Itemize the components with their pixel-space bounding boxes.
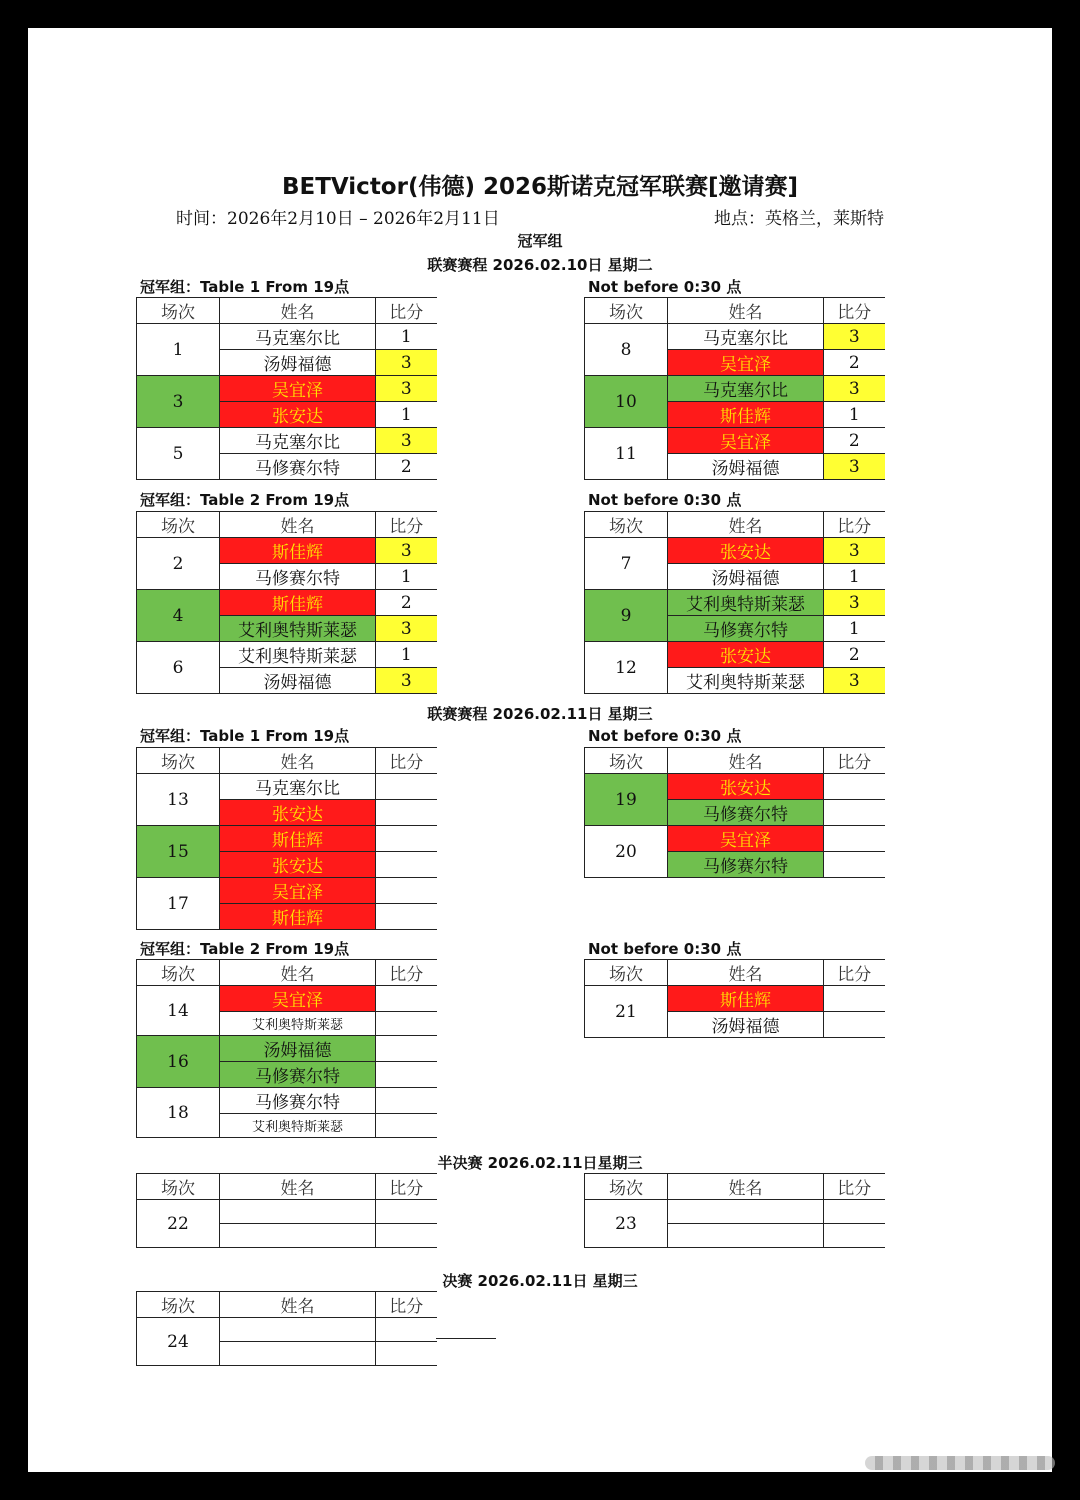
event-time: 时间：2026年2月10日 – 2026年2月11日 [176,209,500,229]
day2-table1-late-matches [584,747,885,878]
player-score: 2 [824,428,885,454]
day1-table2-late-label: Not before 0:30 点 [588,491,742,509]
day1-table1-matches [136,297,437,480]
player-score: 3 [824,324,885,350]
match-number: 12 [585,642,668,694]
day2-table1-late-label: Not before 0:30 点 [588,727,742,745]
match-number: 5 [137,428,220,480]
player-score: 2 [376,590,437,616]
event-location: 地点：英格兰，莱斯特 [714,209,884,229]
final-heading: 决赛 2026.02.11日 星期三 [442,1272,638,1290]
header-name: 姓名 [668,960,824,986]
document-title: BETVictor(伟德) 2026斯诺克冠军联赛[邀请赛] [281,174,799,200]
player-name: 吴宜泽 [668,826,824,852]
player-name: 汤姆福德 [668,1012,824,1038]
player-score [824,774,885,800]
player-name: 吴宜泽 [220,986,376,1012]
table-row [137,428,437,454]
player-score [824,800,885,826]
table-row [585,538,885,564]
player-score: 1 [376,564,437,590]
player-score: 1 [824,616,885,642]
player-score: 3 [824,668,885,694]
player-score [376,986,437,1012]
day1-table2-matches [136,511,437,694]
table-header-row [585,748,885,774]
player-score: 3 [824,590,885,616]
player-name: 马克塞尔比 [668,324,824,350]
semifinal-heading: 半决赛 2026.02.11日星期三 [437,1154,643,1172]
header-match: 场次 [137,748,220,774]
player-score: 3 [376,428,437,454]
table-row [585,642,885,668]
player-name: 马修赛尔特 [220,564,376,590]
header-name: 姓名 [668,512,824,538]
table-row [137,1036,437,1062]
table-header-row [137,298,437,324]
header-name: 姓名 [668,1174,824,1200]
player-name: 斯佳辉 [220,904,376,930]
header-name: 姓名 [220,1174,376,1200]
player-name: 艾利奥特斯莱瑟 [668,668,824,694]
table-row [585,1200,885,1224]
player-name: 马克塞尔比 [220,324,376,350]
match-number: 19 [585,774,668,826]
group-heading: 冠军组 [517,232,563,250]
player-name: 吴宜泽 [668,350,824,376]
day2-table2-late-label: Not before 0:30 点 [588,940,742,958]
header-match: 场次 [137,960,220,986]
table-row [137,1200,437,1224]
day2-table2-late-matches [584,959,885,1038]
match-number: 17 [137,878,220,930]
player-score: 2 [824,642,885,668]
player-score [376,774,437,800]
header-name: 姓名 [668,298,824,324]
header-name: 姓名 [220,1292,376,1318]
player-name: 张安达 [220,800,376,826]
table-row [585,324,885,350]
semifinal-left [136,1173,437,1248]
player-score: 3 [376,616,437,642]
header-match: 场次 [137,512,220,538]
day2-table1-matches [136,747,437,930]
player-name: 艾利奥特斯莱瑟 [220,1012,376,1036]
match-number: 13 [137,774,220,826]
player-name: 张安达 [668,642,824,668]
player-score [376,1088,437,1114]
player-name: 马克塞尔比 [220,428,376,454]
table-row [585,376,885,402]
player-name: 汤姆福德 [220,1036,376,1062]
player-name [220,1318,376,1342]
table-header-row [137,1174,437,1200]
table-row [137,590,437,616]
player-score [824,852,885,878]
header-score: 比分 [376,512,437,538]
header-name: 姓名 [220,512,376,538]
header-match: 场次 [137,1292,220,1318]
player-score [376,904,437,930]
match-number: 18 [137,1088,220,1138]
table-header-row [585,960,885,986]
table-row [137,324,437,350]
match-number: 20 [585,826,668,878]
table-header-row [585,512,885,538]
table-header-row [585,1174,885,1200]
match-number: 11 [585,428,668,480]
player-score: 2 [376,454,437,480]
semifinal-right [584,1173,885,1248]
player-score: 2 [824,350,885,376]
player-score [376,1012,437,1036]
player-score [376,878,437,904]
header-match: 场次 [585,748,668,774]
table-row [137,878,437,904]
player-name: 张安达 [668,774,824,800]
header-score: 比分 [824,512,885,538]
player-score [824,826,885,852]
player-name: 斯佳辉 [668,402,824,428]
player-name: 张安达 [220,852,376,878]
match-number: 1 [137,324,220,376]
header-match: 场次 [585,1174,668,1200]
player-score [376,1224,437,1248]
header-score: 比分 [376,960,437,986]
table-row [137,1318,437,1342]
player-score: 3 [376,538,437,564]
player-name: 艾利奥特斯莱瑟 [220,642,376,668]
player-name: 吴宜泽 [220,376,376,402]
day1-table2-late-matches [584,511,885,694]
table-row [137,986,437,1012]
table-row [137,774,437,800]
player-score: 3 [376,668,437,694]
table-row [585,774,885,800]
match-number: 23 [585,1200,668,1248]
player-score [376,852,437,878]
player-name: 斯佳辉 [220,538,376,564]
day2-table2-matches [136,959,437,1138]
player-name: 马修赛尔特 [220,1062,376,1088]
header-score: 比分 [376,748,437,774]
player-score [824,1012,885,1038]
player-score [376,1342,437,1366]
table-row [585,986,885,1012]
player-score: 3 [824,538,885,564]
player-score [376,1318,437,1342]
day2-heading: 联赛赛程 2026.02.11日 星期三 [427,705,653,723]
player-score [376,1036,437,1062]
header-match: 场次 [137,1174,220,1200]
player-score [824,986,885,1012]
player-name: 汤姆福德 [668,564,824,590]
player-name: 马修赛尔特 [220,1088,376,1114]
header-match: 场次 [585,512,668,538]
header-name: 姓名 [220,748,376,774]
header-score: 比分 [376,1292,437,1318]
table-row [585,428,885,454]
player-name: 艾利奥特斯莱瑟 [220,616,376,642]
match-number: 21 [585,986,668,1038]
final-score-line [436,1338,496,1339]
player-name: 张安达 [668,538,824,564]
match-number: 10 [585,376,668,428]
player-score: 3 [824,454,885,480]
player-score: 1 [376,324,437,350]
header-match: 场次 [585,298,668,324]
player-name: 汤姆福德 [220,350,376,376]
table-row [137,1088,437,1114]
player-score: 1 [376,642,437,668]
match-number: 15 [137,826,220,878]
player-name: 马修赛尔特 [668,852,824,878]
day1-table1-late-label: Not before 0:30 点 [588,278,742,296]
match-number: 14 [137,986,220,1036]
day1-table1-late-matches [584,297,885,480]
table-header-row [137,1292,437,1318]
match-number: 16 [137,1036,220,1088]
player-name: 汤姆福德 [668,454,824,480]
table-header-row [137,748,437,774]
player-name: 汤姆福德 [220,668,376,694]
day1-table2-label: 冠军组：Table 2 From 19点 [140,491,350,509]
player-score [824,1224,885,1248]
player-score: 3 [376,376,437,402]
player-name: 斯佳辉 [220,826,376,852]
player-name [220,1200,376,1224]
player-name [220,1224,376,1248]
header-score: 比分 [376,1174,437,1200]
table-row [137,538,437,564]
table-header-row [137,960,437,986]
header-name: 姓名 [220,298,376,324]
player-name: 艾利奥特斯莱瑟 [220,1114,376,1138]
player-score: 3 [824,376,885,402]
header-score: 比分 [824,298,885,324]
player-name: 马修赛尔特 [668,616,824,642]
player-name: 马克塞尔比 [220,774,376,800]
player-name: 马克塞尔比 [668,376,824,402]
player-score [376,800,437,826]
player-score: 1 [824,402,885,428]
player-name: 斯佳辉 [220,590,376,616]
player-name: 斯佳辉 [668,986,824,1012]
player-name [220,1342,376,1366]
player-score [376,826,437,852]
header-score: 比分 [824,1174,885,1200]
player-name: 吴宜泽 [668,428,824,454]
table-header-row [585,298,885,324]
player-score: 3 [376,350,437,376]
player-score [376,1114,437,1138]
player-name [668,1200,824,1224]
player-score [376,1200,437,1224]
table-row [137,826,437,852]
day1-table1-label: 冠军组：Table 1 From 19点 [140,278,350,296]
player-score: 1 [376,402,437,428]
day2-table2-label: 冠军组：Table 2 From 19点 [140,940,350,958]
table-row [137,376,437,402]
table-header-row [137,512,437,538]
player-name: 马修赛尔特 [220,454,376,480]
table-row [585,826,885,852]
player-score [824,1200,885,1224]
header-score: 比分 [824,748,885,774]
player-name: 马修赛尔特 [668,800,824,826]
match-number: 2 [137,538,220,590]
watermark [865,1456,1055,1470]
header-name: 姓名 [220,960,376,986]
day2-table1-label: 冠军组：Table 1 From 19点 [140,727,350,745]
header-score: 比分 [376,298,437,324]
match-number: 8 [585,324,668,376]
day1-heading: 联赛赛程 2026.02.10日 星期二 [427,256,653,274]
table-row [137,642,437,668]
player-name [668,1224,824,1248]
player-name: 张安达 [220,402,376,428]
match-number: 3 [137,376,220,428]
match-number: 4 [137,590,220,642]
match-number: 7 [585,538,668,590]
match-number: 22 [137,1200,220,1248]
match-number: 9 [585,590,668,642]
player-score [376,1062,437,1088]
table-row [585,590,885,616]
header-score: 比分 [824,960,885,986]
match-number: 6 [137,642,220,694]
header-match: 场次 [137,298,220,324]
player-name: 吴宜泽 [220,878,376,904]
header-name: 姓名 [668,748,824,774]
header-match: 场次 [585,960,668,986]
player-name: 艾利奥特斯莱瑟 [668,590,824,616]
final-table [136,1291,437,1366]
match-number: 24 [137,1318,220,1366]
player-score: 1 [824,564,885,590]
